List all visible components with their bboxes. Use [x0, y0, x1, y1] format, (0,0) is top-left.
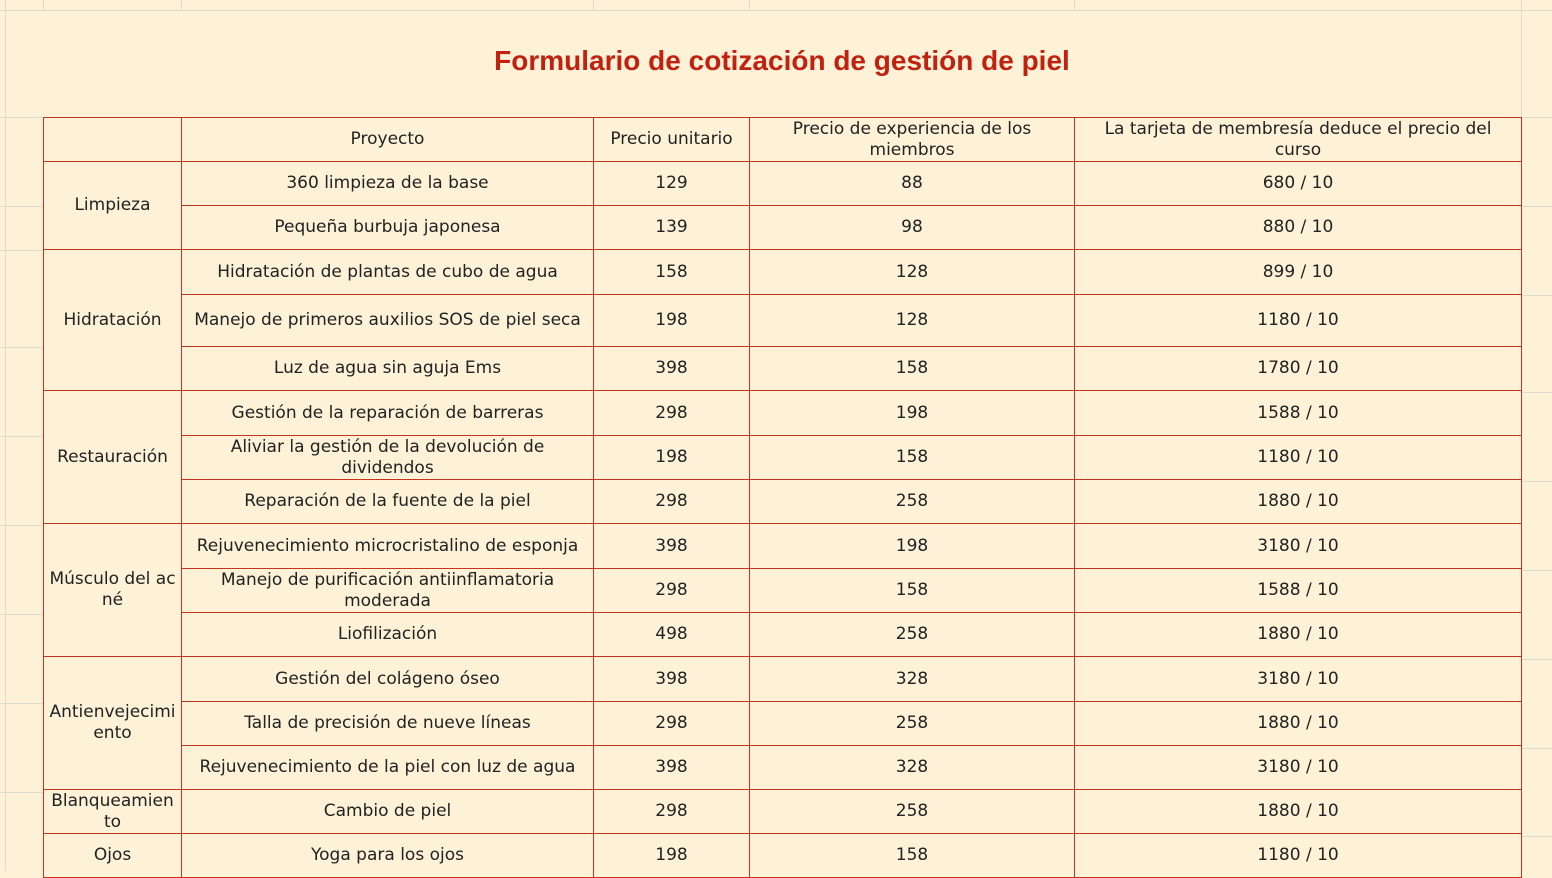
sheet-gridline [1074, 0, 1075, 10]
project-cell[interactable]: Talla de precisión de nueve líneas [182, 702, 594, 746]
table-row [44, 524, 1522, 569]
member-price-cell[interactable]: 158 [750, 436, 1075, 480]
member-price-cell[interactable]: 258 [750, 480, 1075, 524]
project-cell[interactable]: Aliviar la gestión de la devolución de dividendos [182, 436, 594, 480]
unit-price-cell[interactable]: 198 [594, 295, 750, 347]
sheet-gridline [1521, 570, 1552, 571]
card-price-cell[interactable]: 1880 / 10 [1075, 790, 1522, 834]
sheet-gridline [593, 0, 594, 10]
table-row [44, 746, 1522, 790]
sheet-gridline [0, 792, 44, 793]
unit-price-cell[interactable]: 129 [594, 162, 750, 206]
member-price-cell[interactable]: 328 [750, 746, 1075, 790]
card-price-cell[interactable]: 3180 / 10 [1075, 524, 1522, 569]
member-price-cell[interactable]: 128 [750, 295, 1075, 347]
table-row [44, 480, 1522, 524]
unit-price-cell[interactable]: 298 [594, 480, 750, 524]
project-cell[interactable]: Gestión de la reparación de barreras [182, 391, 594, 436]
sheet-gridline [181, 0, 182, 10]
member-price-cell[interactable]: 258 [750, 613, 1075, 657]
card-price-cell[interactable]: 880 / 10 [1075, 206, 1522, 250]
header-card-price-cell[interactable]: La tarjeta de membresía deduce el precio del curso [1075, 118, 1522, 162]
category-cell-ojos[interactable]: Ojos [44, 834, 182, 878]
sheet-gridline [1521, 117, 1552, 118]
project-cell[interactable]: Yoga para los ojos [182, 834, 594, 878]
project-cell[interactable]: Rejuvenecimiento microcristalino de esponja [182, 524, 594, 569]
sheet-gridline [1521, 659, 1552, 660]
category-cell-blanqueamiento[interactable]: Blanqueamiento [44, 790, 182, 834]
member-price-cell[interactable]: 98 [750, 206, 1075, 250]
table-row [44, 657, 1522, 702]
project-cell[interactable]: Pequeña burbuja japonesa [182, 206, 594, 250]
unit-price-cell[interactable]: 198 [594, 834, 750, 878]
header-member-price-cell[interactable]: Precio de experiencia de los miembros [750, 118, 1075, 162]
card-price-cell[interactable]: 1588 / 10 [1075, 569, 1522, 613]
table-row [44, 162, 1522, 206]
table-row [44, 436, 1522, 480]
project-cell[interactable]: Gestión del colágeno óseo [182, 657, 594, 702]
table-row [44, 613, 1522, 657]
unit-price-cell[interactable]: 498 [594, 613, 750, 657]
category-cell-restauracion[interactable]: Restauración [44, 391, 182, 524]
card-price-cell[interactable]: 1880 / 10 [1075, 480, 1522, 524]
sheet-gridline [1521, 481, 1552, 482]
table-row [44, 391, 1522, 436]
card-price-cell[interactable]: 899 / 10 [1075, 250, 1522, 295]
unit-price-cell[interactable]: 298 [594, 569, 750, 613]
member-price-cell[interactable]: 198 [750, 391, 1075, 436]
card-price-cell[interactable]: 1880 / 10 [1075, 613, 1522, 657]
card-price-cell[interactable]: 1880 / 10 [1075, 702, 1522, 746]
project-cell[interactable]: Manejo de primeros auxilios SOS de piel seca [182, 295, 594, 347]
project-cell[interactable]: Rejuvenecimiento de la piel con luz de agua [182, 746, 594, 790]
project-cell[interactable]: Manejo de purificación antiinflamatoria moderada [182, 569, 594, 613]
sheet-gridline [749, 0, 750, 10]
category-cell-hidratacion[interactable]: Hidratación [44, 250, 182, 391]
sheet-gridline [0, 436, 44, 437]
unit-price-cell[interactable]: 139 [594, 206, 750, 250]
table-row [44, 206, 1522, 250]
unit-price-cell[interactable]: 298 [594, 702, 750, 746]
sheet-title: Formulario de cotización de gestión de piel [494, 44, 1070, 76]
member-price-cell[interactable]: 88 [750, 162, 1075, 206]
project-cell[interactable]: Reparación de la fuente de la piel [182, 480, 594, 524]
sheet-gridline [1521, 295, 1552, 296]
sheet-gridline [0, 703, 44, 704]
table-row [44, 250, 1522, 295]
project-cell[interactable]: Luz de agua sin aguja Ems [182, 347, 594, 391]
table-row [44, 347, 1522, 391]
table-row [44, 569, 1522, 613]
unit-price-cell[interactable]: 398 [594, 657, 750, 702]
unit-price-cell[interactable]: 398 [594, 746, 750, 790]
member-price-cell[interactable]: 158 [750, 834, 1075, 878]
header-project-cell[interactable]: Proyecto [182, 118, 594, 162]
project-cell[interactable]: Cambio de piel [182, 790, 594, 834]
table-row [44, 702, 1522, 746]
unit-price-cell[interactable]: 198 [594, 436, 750, 480]
project-cell[interactable]: Liofilización [182, 613, 594, 657]
project-cell[interactable]: Hidratación de plantas de cubo de agua [182, 250, 594, 295]
unit-price-cell[interactable]: 398 [594, 524, 750, 569]
card-price-cell[interactable]: 3180 / 10 [1075, 746, 1522, 790]
sheet-gridline [0, 614, 44, 615]
sheet-gridline [1521, 836, 1552, 837]
header-row [44, 118, 1522, 162]
table-row [44, 790, 1522, 834]
project-cell[interactable]: 360 limpieza de la base [182, 162, 594, 206]
unit-price-cell[interactable]: 298 [594, 391, 750, 436]
member-price-cell[interactable]: 328 [750, 657, 1075, 702]
sheet-gridline [1521, 206, 1552, 207]
category-cell-antienvejecimiento[interactable]: Antienvejecimiento [44, 657, 182, 790]
card-price-cell[interactable]: 680 / 10 [1075, 162, 1522, 206]
title-cell[interactable] [43, 10, 1521, 117]
member-price-cell[interactable]: 258 [750, 702, 1075, 746]
card-price-cell[interactable]: 1180 / 10 [1075, 834, 1522, 878]
sheet-gridline [0, 117, 44, 118]
sheet-gridline [0, 525, 44, 526]
header-category-cell[interactable] [44, 118, 182, 162]
member-price-cell[interactable]: 158 [750, 569, 1075, 613]
card-price-cell[interactable]: 3180 / 10 [1075, 657, 1522, 702]
category-cell-limpieza[interactable]: Limpieza [44, 162, 182, 250]
category-cell-musculo-del-acne[interactable]: Músculo del acné [44, 524, 182, 657]
unit-price-cell[interactable]: 158 [594, 250, 750, 295]
card-price-cell[interactable]: 1780 / 10 [1075, 347, 1522, 391]
sheet-gridline [1521, 748, 1552, 749]
quote-table [43, 117, 1522, 878]
sheet-gridline [1521, 392, 1552, 393]
member-price-cell[interactable]: 258 [750, 790, 1075, 834]
unit-price-cell[interactable]: 398 [594, 347, 750, 391]
member-price-cell[interactable]: 128 [750, 250, 1075, 295]
member-price-cell[interactable]: 198 [750, 524, 1075, 569]
sheet-gridline [0, 250, 44, 251]
card-price-cell[interactable]: 1588 / 10 [1075, 391, 1522, 436]
unit-price-cell[interactable]: 298 [594, 790, 750, 834]
table-row [44, 295, 1522, 347]
sheet-gridline [0, 347, 44, 348]
sheet-gridline [43, 0, 44, 10]
member-price-cell[interactable]: 158 [750, 347, 1075, 391]
card-price-cell[interactable]: 1180 / 10 [1075, 436, 1522, 480]
header-unit-price-cell[interactable]: Precio unitario [594, 118, 750, 162]
sheet-gridline [0, 206, 44, 207]
card-price-cell[interactable]: 1180 / 10 [1075, 295, 1522, 347]
